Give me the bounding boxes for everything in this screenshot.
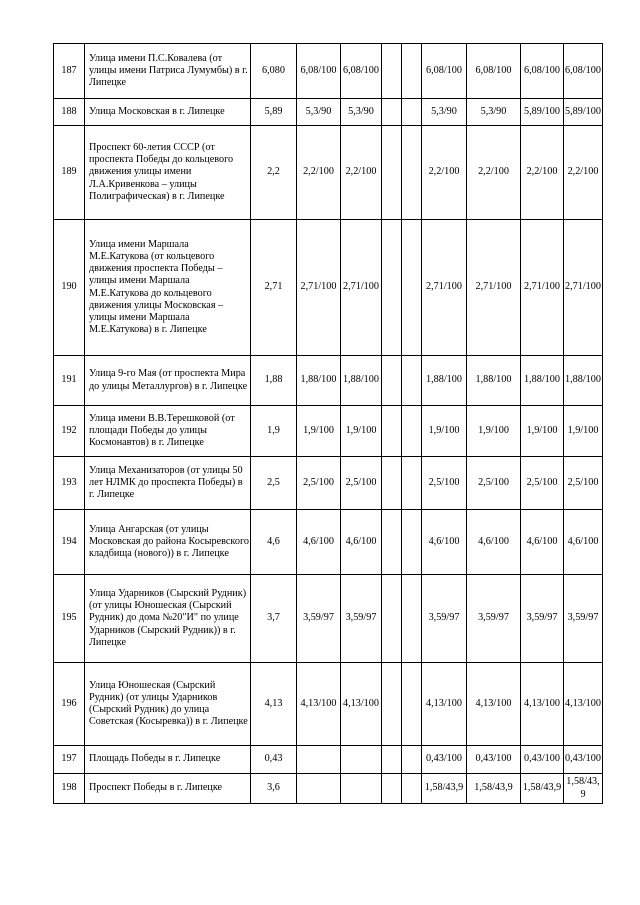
road-length: 1,88 (251, 356, 297, 406)
table-row (54, 663, 603, 746)
value-cell: 1,9/100 (422, 406, 467, 457)
value-cell: 3,59/97 (341, 575, 382, 663)
value-cell (402, 356, 422, 406)
row-number: 197 (54, 746, 85, 774)
table-row (54, 774, 603, 804)
value-cell: 2,2/100 (564, 126, 603, 220)
row-number: 198 (54, 774, 85, 804)
value-cell: 4,13/100 (521, 663, 564, 746)
row-number: 190 (54, 220, 85, 356)
value-cell: 4,6/100 (564, 510, 603, 575)
value-cell: 4,13/100 (467, 663, 521, 746)
value-cell: 6,08/100 (422, 44, 467, 99)
table-row (54, 126, 603, 220)
value-cell: 6,08/100 (521, 44, 564, 99)
value-cell: 4,6/100 (467, 510, 521, 575)
value-cell: 0,43/100 (521, 746, 564, 774)
road-name: Площадь Победы в г. Липецке (85, 746, 251, 774)
value-cell (382, 220, 402, 356)
table-row (54, 746, 603, 774)
value-cell: 1,88/100 (564, 356, 603, 406)
value-cell: 2,5/100 (521, 457, 564, 510)
value-cell: 1,9/100 (341, 406, 382, 457)
value-cell: 3,59/97 (422, 575, 467, 663)
value-cell: 5,3/90 (467, 99, 521, 126)
value-cell: 2,71/100 (521, 220, 564, 356)
value-cell (382, 774, 402, 804)
value-cell: 3,59/97 (521, 575, 564, 663)
value-cell: 1,9/100 (564, 406, 603, 457)
value-cell (382, 746, 402, 774)
value-cell: 4,13/100 (297, 663, 341, 746)
value-cell: 2,5/100 (564, 457, 603, 510)
value-cell: 4,13/100 (341, 663, 382, 746)
road-name: Улица 9-го Мая (от проспекта Мира до улицы Металлургов) в г. Липецке (85, 356, 251, 406)
road-name: Проспект 60-летия СССР (от проспекта Победы до кольцевого движения улицы имени Л.А.Кривенкова – улицы Полиграфическая) в г. Липецке (85, 126, 251, 220)
road-length: 2,2 (251, 126, 297, 220)
value-cell: 1,9/100 (297, 406, 341, 457)
value-cell (382, 99, 402, 126)
value-cell: 2,2/100 (341, 126, 382, 220)
value-cell: 1,9/100 (521, 406, 564, 457)
value-cell: 2,71/100 (467, 220, 521, 356)
value-cell: 4,6/100 (297, 510, 341, 575)
value-cell: 2,71/100 (297, 220, 341, 356)
value-cell (382, 126, 402, 220)
row-number: 192 (54, 406, 85, 457)
value-cell: 6,08/100 (297, 44, 341, 99)
road-length: 5,89 (251, 99, 297, 126)
value-cell: 2,5/100 (297, 457, 341, 510)
road-name: Улица имени П.С.Ковалева (от улицы имени Патриса Лумумбы) в г. Липецке (85, 44, 251, 99)
value-cell (402, 457, 422, 510)
value-cell: 2,71/100 (422, 220, 467, 356)
road-length: 6,080 (251, 44, 297, 99)
table-row (54, 220, 603, 356)
value-cell: 2,2/100 (521, 126, 564, 220)
value-cell (382, 406, 402, 457)
value-cell: 2,2/100 (297, 126, 341, 220)
road-name: Улица Юношеская (Сырский Рудник) (от улицы Ударников (Сырский Рудник) до улица Советская (Косыревка)) в г. Липецке (85, 663, 251, 746)
table-row (54, 575, 603, 663)
roads-table (53, 43, 603, 804)
value-cell: 2,71/100 (564, 220, 603, 356)
row-number: 196 (54, 663, 85, 746)
value-cell: 1,88/100 (422, 356, 467, 406)
value-cell: 0,43/100 (422, 746, 467, 774)
value-cell (402, 510, 422, 575)
value-cell: 6,08/100 (341, 44, 382, 99)
road-name: Улица Московская в г. Липецке (85, 99, 251, 126)
value-cell (402, 44, 422, 99)
table-row (54, 406, 603, 457)
road-length: 4,13 (251, 663, 297, 746)
value-cell (297, 774, 341, 804)
value-cell: 2,2/100 (422, 126, 467, 220)
value-cell: 1,58/43,9 (467, 774, 521, 804)
value-cell: 1,58/43,9 (521, 774, 564, 804)
value-cell (402, 220, 422, 356)
value-cell (382, 663, 402, 746)
value-cell: 3,59/97 (564, 575, 603, 663)
value-cell: 2,5/100 (422, 457, 467, 510)
row-number: 191 (54, 356, 85, 406)
value-cell: 1,9/100 (467, 406, 521, 457)
row-number: 187 (54, 44, 85, 99)
table-row (54, 356, 603, 406)
table-row (54, 44, 603, 99)
road-length: 2,5 (251, 457, 297, 510)
value-cell: 4,13/100 (564, 663, 603, 746)
value-cell (402, 575, 422, 663)
value-cell (382, 510, 402, 575)
value-cell: 0,43/100 (467, 746, 521, 774)
value-cell: 4,6/100 (521, 510, 564, 575)
value-cell (382, 356, 402, 406)
value-cell: 6,08/100 (467, 44, 521, 99)
value-cell: 0,43/100 (564, 746, 603, 774)
road-name: Проспект Победы в г. Липецке (85, 774, 251, 804)
value-cell: 1,88/100 (297, 356, 341, 406)
value-cell (382, 457, 402, 510)
value-cell (402, 663, 422, 746)
road-name: Улица Механизаторов (от улицы 50 лет НЛМК до проспекта Победы) в г. Липецке (85, 457, 251, 510)
value-cell (402, 774, 422, 804)
road-length: 0,43 (251, 746, 297, 774)
value-cell: 2,2/100 (467, 126, 521, 220)
value-cell: 5,3/90 (422, 99, 467, 126)
value-cell (382, 575, 402, 663)
value-cell: 5,89/100 (521, 99, 564, 126)
value-cell (341, 746, 382, 774)
value-cell: 2,71/100 (341, 220, 382, 356)
value-cell (341, 774, 382, 804)
value-cell (297, 746, 341, 774)
value-cell (402, 746, 422, 774)
value-cell (402, 126, 422, 220)
road-length: 4,6 (251, 510, 297, 575)
row-number: 188 (54, 99, 85, 126)
road-length: 3,7 (251, 575, 297, 663)
value-cell: 1,88/100 (341, 356, 382, 406)
road-name: Улица Ударников (Сырский Рудник) (от улицы Юношеская (Сырский Рудник) до дома №20"И" по улице Ударников (Сырский Рудник)) в г. Липецке (85, 575, 251, 663)
value-cell (382, 44, 402, 99)
value-cell: 5,3/90 (297, 99, 341, 126)
value-cell: 6,08/100 (564, 44, 603, 99)
road-name: Улица имени Маршала М.Е.Катукова (от кольцевого движения проспекта Победы – улицы имени Маршала М.Е.Катукова до кольцевого движения улицы Московская – улицы имени Маршала М.Е.Катукова) в г. Липецке (85, 220, 251, 356)
value-cell (402, 406, 422, 457)
row-number: 189 (54, 126, 85, 220)
road-name: Улица имени В.В.Терешковой (от площади Победы до улицы Космонавтов) в г. Липецке (85, 406, 251, 457)
value-cell: 2,5/100 (467, 457, 521, 510)
row-number: 193 (54, 457, 85, 510)
road-length: 1,9 (251, 406, 297, 457)
table-row (54, 99, 603, 126)
row-number: 195 (54, 575, 85, 663)
value-cell: 1,88/100 (521, 356, 564, 406)
value-cell: 4,6/100 (341, 510, 382, 575)
value-cell: 4,13/100 (422, 663, 467, 746)
table-row (54, 510, 603, 575)
row-number: 194 (54, 510, 85, 575)
value-cell: 1,58/43,9 (422, 774, 467, 804)
value-cell: 1,58/43,9 (564, 774, 603, 804)
value-cell: 1,88/100 (467, 356, 521, 406)
road-name: Улица Ангарская (от улицы Московская до района Косыревского кладбища (нового)) в г. Липецке (85, 510, 251, 575)
value-cell: 3,59/97 (297, 575, 341, 663)
value-cell: 5,89/100 (564, 99, 603, 126)
road-length: 3,6 (251, 774, 297, 804)
road-length: 2,71 (251, 220, 297, 356)
value-cell: 2,5/100 (341, 457, 382, 510)
value-cell: 3,59/97 (467, 575, 521, 663)
table-row (54, 457, 603, 510)
value-cell (402, 99, 422, 126)
value-cell: 5,3/90 (341, 99, 382, 126)
value-cell: 4,6/100 (422, 510, 467, 575)
